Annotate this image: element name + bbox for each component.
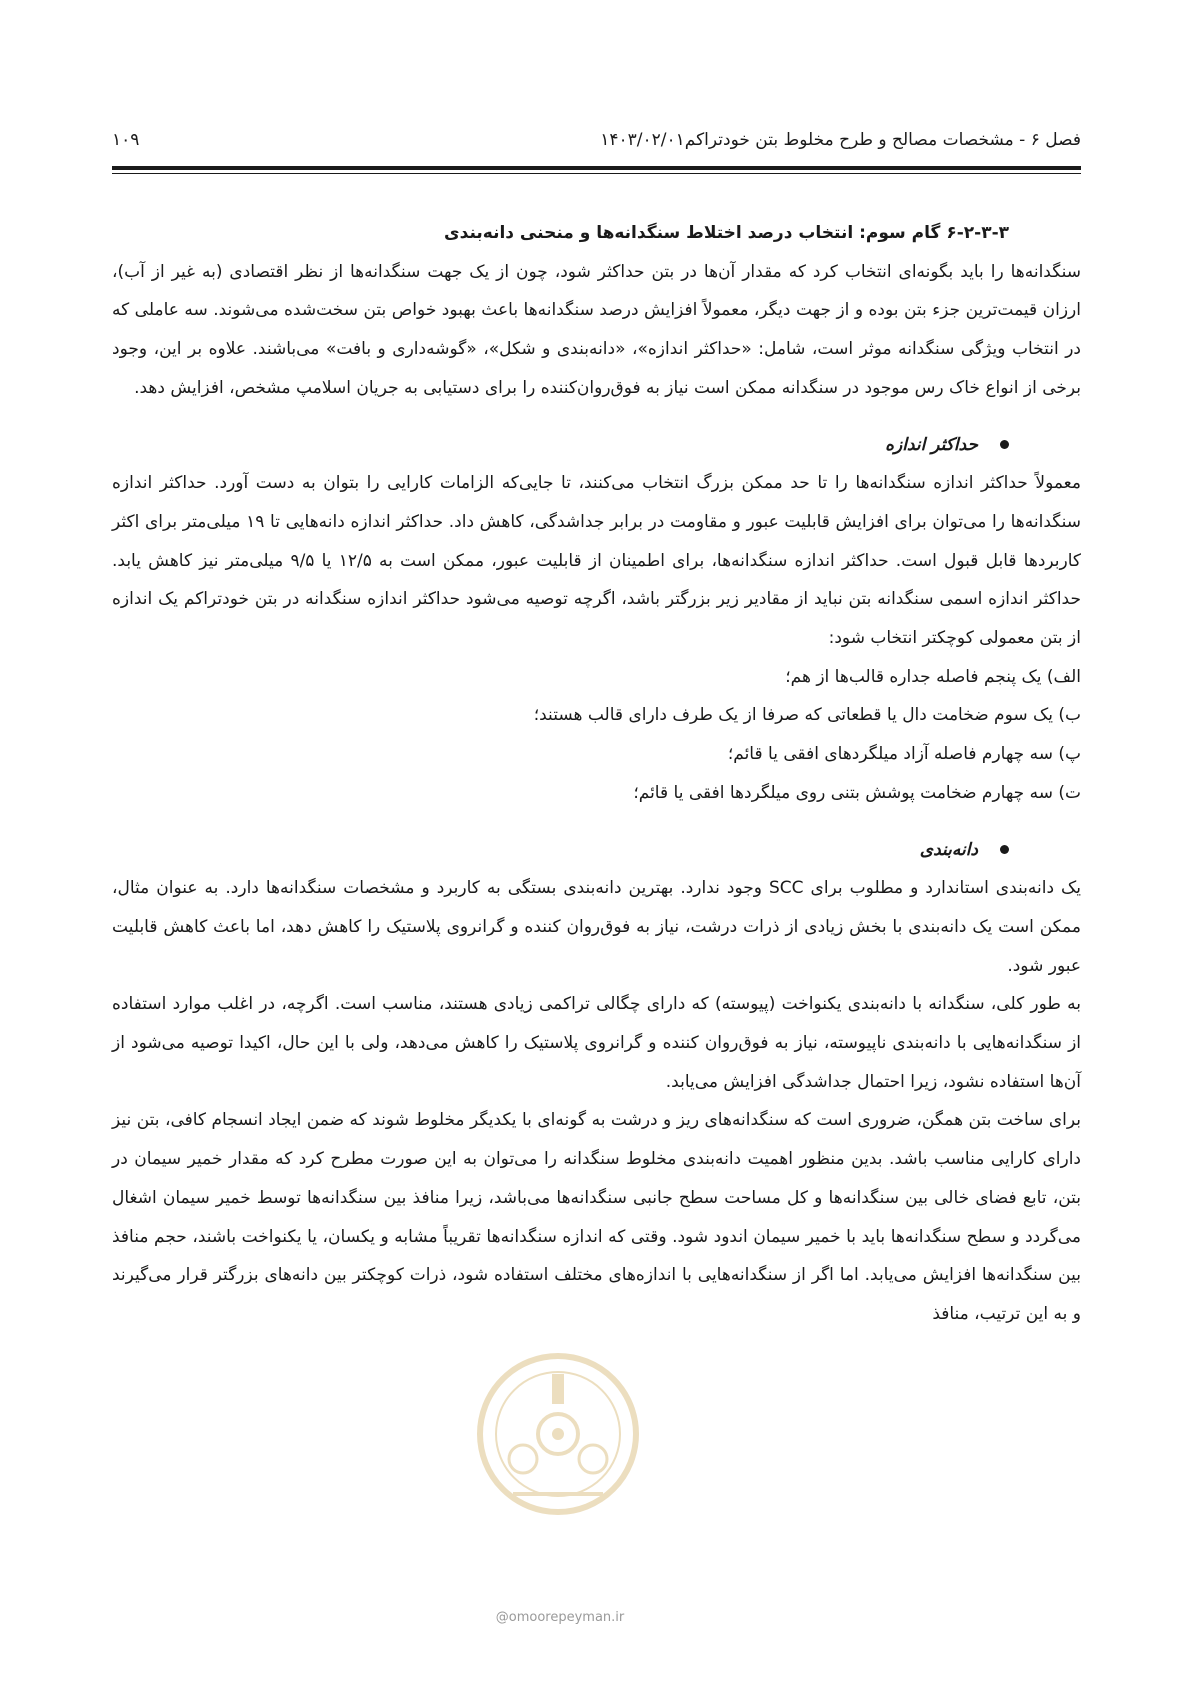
body-content [112, 214, 1081, 1334]
grading-paragraph-1: یک دانه‌بندی استاندارد و مطلوب برای SCC وجود ندارد. بهترین دانه‌بندی بستگی به کاربرد و مشخصات سنگدانه‌ها دارد. به عنوان مثال، ممکن است یک دانه‌بندی با بخش زیادی از ذرات درشت، نیاز به فوق‌روان کننده و گرانروی پلاستیک را کاهش دهد، اما باعث کاهش قابلیت عبور شود. [112, 878, 1081, 976]
bullet-icon [1000, 440, 1009, 449]
list-item: پ) سه چهارم فاصله آزاد میلگردهای افقی یا قائم؛ [727, 744, 1081, 765]
page-number: ۱۰۹ [112, 130, 140, 150]
grading-paragraph-3: برای ساخت بتن همگن، ضروری است که سنگدانه‌های ریز و درشت به گونه‌ای با یکدیگر مخلوط شوند که ضمن ایجاد انسجام کافی، بتن نیز دارای کارایی مناسب باشد. بدین منظور اهمیت دانه‌بندی مخلوط سنگدانه را می‌توان به این صورت مطرح کرد که مقدار خمیر سیمان در بتن، تابع فضای خالی بین سنگدانه‌ها و کل مساحت سطح جانبی سنگدانه‌ها می‌باشد، زیرا منافذ بین سنگدانه‌ها توسط خمیر سیمان اشغال می‌گردد و سطح سنگدانه‌ها باید با خمیر سیمان اندود شود. وقتی که اندازه سنگدانه‌ها تقریباً مشابه و یکسان، یا یکنواخت باشند، حجم منافذ بین سنگدانه‌ها افزایش می‌یابد. اما اگر از سنگدانه‌هایی با اندازه‌های مختلف استفاده شود، ذرات کوچکتر بین دانه‌های بزرگتر قرار می‌گیرند و به این ترتیب، منافذ [112, 1110, 1081, 1324]
header-rule-thick [112, 166, 1081, 170]
watermark-seal-icon [468, 1334, 648, 1534]
bullet-heading-grading [112, 831, 1081, 870]
grading-paragraph-2: به طور کلی، سنگدانه با دانه‌بندی یکنواخت (پیوسته) که دارای چگالی تراکمی زیادی هستند، مناسب است. اگرچه، در اغلب موارد استفاده از سنگدانه‌هایی با دانه‌بندی ناپیوسته، نیاز به فوق‌روان کننده و گرانروی پلاستیک را کاهش می‌دهد، ولی با این حال، اکیدا توصیه می‌شود از آن‌ها استفاده نشود، زیرا احتمال جداشدگی افزایش می‌یابد. [112, 994, 1081, 1092]
section-heading: ۶-۲-۳-۳ گام سوم: انتخاب درصد اختلاط سنگدانه‌ها و منحنی دانه‌بندی [444, 223, 1009, 243]
section-intro-paragraph: سنگدانه‌ها را باید بگونه‌ای انتخاب کرد که مقدار آن‌ها در بتن حداکثر شود، چون از یک جهت سنگدانه‌ها از نظر اقتصادی (به غیر از آب)، ارزان قیمت‌ترین جزء بتن بوده و از جهت دیگر، معمولاً افزایش درصد سنگدانه‌ها باعث بهبود خواص بتن سخت‌شده می‌شوند. سه عاملی که در انتخاب ویژگی سنگدانه موثر است، شامل: «حداکثر اندازه»، «دانه‌بندی و شکل»، «گوشه‌داری و بافت» می‌باشند. علاوه بر این، وجود برخی از انواع خاک رس موجود در سنگدانه ممکن است نیاز به فوق‌روان‌کننده را برای دستیابی به جریان اسلامپ مشخص، افزایش دهد. [112, 261, 1081, 398]
page-header [112, 130, 1081, 164]
max-size-heading: حداکثر اندازه [885, 434, 978, 455]
max-size-paragraph: معمولاً حداکثر اندازه سنگدانه‌ها را تا حد ممکن بزرگ انتخاب می‌کنند، تا جایی‌که الزامات کارایی را بتوان به دست آورد. حداکثر اندازه سنگدانه‌ها را می‌توان برای افزایش قابلیت عبور و مقاومت در برابر جداشدگی، کاهش داد. حداکثر اندازه دانه‌هایی تا ۱۹ میلی‌متر برای اکثر کاربردها قابل قبول است. حداکثر اندازه سنگدانه‌ها، برای اطمینان از قابلیت عبور، ممکن است به ۱۲/۵ یا ۹/۵ میلی‌متر نیز کاهش یابد. حداکثر اندازه اسمی سنگدانه بتن نباید از مقادیر زیر بزرگتر باشد، اگرچه توصیه می‌شود حداکثر اندازه سنگدانه در بتن خودتراکم یک اندازه از بتن معمولی کوچکتر انتخاب شود: [112, 473, 1082, 649]
list-item: الف) یک پنجم فاصله جداره قالب‌ها از هم؛ [785, 666, 1081, 687]
list-item: ت) سه چهارم ضخامت پوشش بتنی روی میلگردها افقی یا قائم؛ [633, 782, 1081, 803]
bullet-heading-max-size [112, 426, 1081, 465]
grading-heading: دانه‌بندی [919, 839, 978, 860]
bullet-icon [1000, 845, 1009, 854]
header-rule-thin [112, 173, 1081, 174]
watermark-text: @omoorepeyman.ir [495, 1610, 625, 1625]
chapter-title: فصل ۶ - مشخصات مصالح و طرح مخلوط بتن خودتراکم۱۴۰۳/۰۲/۰۱ [600, 130, 1081, 150]
list-item: ب) یک سوم ضخامت دال یا قطعاتی که صرفا از یک طرف دارای قالب هستند؛ [533, 705, 1081, 726]
